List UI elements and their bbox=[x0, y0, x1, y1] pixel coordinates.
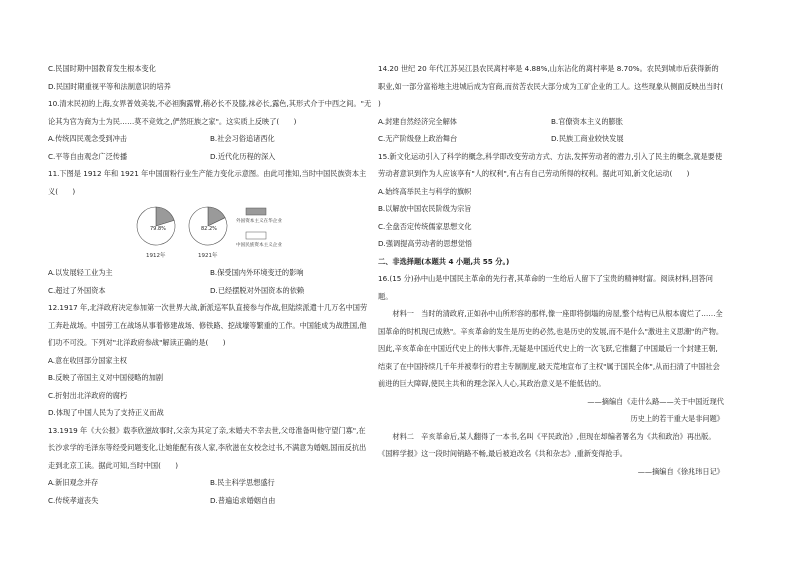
q10-options bbox=[48, 130, 372, 165]
q11-option-c: C.超过了外国资本 bbox=[48, 285, 106, 295]
q12-options bbox=[48, 352, 372, 422]
q13-stem: 13.1919 年《大公报》载李欣滋故事时,父亲为其定了亲,未婚夫不幸去世,父母准备叫他守望门寡",在长沙求学的毛泽东等经受问题变化,让她能配有孩人家,李欣滋在女校念过书,不满意为婚姻,国而反抗出走到北京工读。据此可知,当时中国( ) bbox=[48, 425, 367, 470]
q11-option-d: D.已经摆脱对外国资本的依赖 bbox=[210, 285, 305, 295]
q12-option-a: A.意在收回部分国家主权 bbox=[48, 355, 127, 365]
material-1-label: 材料一 bbox=[392, 309, 414, 318]
q16-stem: 16.(15 分)孙中山是中国民主革命的先行者,其革命的一生给后人留下了宝贵的精神财富。阅读材料,回答问题。 bbox=[378, 274, 713, 301]
legend-foreign-label: 外国资本主义在华企业 bbox=[236, 219, 282, 224]
q10-option-c: C.平等自由观念广泛传播 bbox=[48, 151, 128, 161]
legend-foreign-swatch bbox=[246, 208, 266, 215]
pie-1912-label: 79.8% bbox=[150, 226, 166, 232]
left-column bbox=[48, 60, 372, 509]
q14-option-b: B.官僚资本主义的膨胀 bbox=[551, 116, 623, 126]
pie-chart-figure bbox=[128, 202, 328, 264]
q13-option-c: C.传统孝道丧失 bbox=[48, 495, 99, 505]
material-1-text: 当时的清政府,正如孙中山所形容的那样,像一座即将倒塌的房屋,整个结构已从根本腐烂了……全国革命的时机现已成熟"。辛亥革命的发生是历史的必然,也是历史的发展,而不是什么"激进主义思潮"的产物。因此,辛亥革命在中国近代史上的伟大事件,无疑是中国近代史上的一次飞跃,它推翻了中国最后一个封建王朝,结束了在中国持续几千年并被奉行的君主专制制度,破天荒地宣布了主权"属于国民全体",从而扫清了中国社会前进的巨大障碍,使民主共和的理念深入人心,其政治意义是不能低估的。 bbox=[378, 309, 724, 388]
q10-option-a: A.传统四民观念受到冲击 bbox=[48, 134, 127, 143]
q15-option-c: C.全盘否定传统儒家思想文化 bbox=[378, 221, 472, 231]
q12-option-b: B.反映了帝国主义对中国侵略的加剧 bbox=[48, 373, 164, 382]
q12-stem: 12.1917 年,北洋政府决定参加第一次世界大战,新派巡军队直接参与作战,但陆续派遣十几万名中国劳工奔赴战场。中国劳工在战场从事着修建战场、修铁路、挖战壕等繁重的工作。中国能成为战胜国,他们功不可没。下列对"北洋政府参战"解读正确的是( ) bbox=[48, 303, 368, 347]
q13-option-b: B.民主科学思想盛行 bbox=[210, 478, 275, 487]
q13-option-a: A.新旧观念并存 bbox=[48, 478, 99, 487]
q15-stem: 15.新文化运动引入了科学的概念,科学即改变劳动方式、方法,发挥劳动者的潜力,引入了民主的概念,就是要使劳动者意识到作为人应该享有"人的权利",有占有自己劳动所得的权利。据此可知,新文化运动( ) bbox=[378, 151, 723, 178]
q9-option-d: D.民国时期重视平等和法制意识的培养 bbox=[48, 81, 171, 91]
q15-option-d: D.强调提高劳动者的思想觉悟 bbox=[378, 239, 473, 248]
q14-stem: 14.20 世纪 20 年代江苏吴江县农民离村率是 4.88%,山东沾化的离村率是 8.70%。农民到城市后获得新的职业,如一部分富裕地主进城后成为官商,而贫苦农民大部分成为工矿企业的工人。这些现象从侧面反映出当时( ) bbox=[378, 64, 738, 108]
section-2-heading: 二、非选择题(本题共 4 小题,共 55 分。) bbox=[378, 256, 510, 266]
material-1-source-1: ——摘编自《走什么路——关于中国近现代 bbox=[587, 396, 724, 406]
q13-option-d: D.普遍追求婚姻自由 bbox=[210, 495, 276, 505]
q10-option-b: B.社会习俗追诸西化 bbox=[210, 134, 275, 143]
right-column bbox=[378, 60, 738, 480]
material-2-text: 辛亥革命后,某人翻得了一本书,名叫《平民政治》,但现在却编者署名为《共和政治》再出版。《国粹学报》这一段时间销路不畅,最后被迫改名《共和杂志》,重新变得抢手。 bbox=[378, 431, 716, 458]
q12-option-d: D.体现了中国人民为了支持正义而战 bbox=[48, 408, 164, 417]
legend-national-swatch bbox=[246, 232, 266, 239]
q15-options bbox=[378, 183, 724, 253]
q11-figure bbox=[48, 202, 372, 264]
material-2-source: ——摘编自《徐兆玮日记》 bbox=[637, 466, 724, 476]
q15-option-a: A.始终高举民主与科学的旗帜 bbox=[378, 186, 472, 196]
material-2 bbox=[378, 428, 724, 463]
q11-stem: 11.下图是 1912 年和 1921 年中国面粉行业生产能力变化示意图。由此可推知,当时中国民族资本主义( ) bbox=[48, 169, 367, 196]
q14-option-c: C.无产阶级登上政治舞台 bbox=[378, 134, 458, 143]
q14-options bbox=[378, 113, 724, 148]
q9-option-c: C.民国时期中国教育发生根本变化 bbox=[48, 64, 156, 73]
q13-options bbox=[48, 474, 372, 509]
q15-option-b: B.以解放中国农民阶级为宗旨 bbox=[378, 204, 472, 213]
legend-national-label: 中国民族资本主义企业 bbox=[236, 243, 282, 248]
material-1-source-2: 历史上的若干重大是非问题》 bbox=[630, 414, 724, 423]
pie-1912-year: 1912年 bbox=[146, 253, 166, 259]
q11-option-a: A.以发展轻工业为主 bbox=[48, 268, 113, 277]
q14-option-a: A.封建自然经济完全解体 bbox=[378, 116, 457, 126]
q10-option-d: D.近代化历程的深入 bbox=[210, 151, 276, 161]
q10-stem: 10.清末民初的上海,女界普效美装,不必袒胸露臂,稍必长不及膝,袜必长,露色,其形式介于中西之间。"无论其为官为商为士为民……莫不竞效之,俨然旺族之家"。这实质上反映了( ) bbox=[48, 99, 372, 126]
pie-1921-year: 1921年 bbox=[198, 253, 218, 259]
material-1 bbox=[378, 305, 724, 393]
pie-1921-label: 82.2% bbox=[201, 226, 217, 232]
material-2-label: 材料二 bbox=[392, 431, 414, 441]
q12-option-c: C.折射出北洋政府的腐朽 bbox=[48, 390, 128, 400]
q11-option-b: B.保受国内外环境变迁的影响 bbox=[210, 268, 304, 277]
q11-options bbox=[48, 264, 372, 299]
q14-option-d: D.民族工商业较快发展 bbox=[551, 134, 624, 143]
